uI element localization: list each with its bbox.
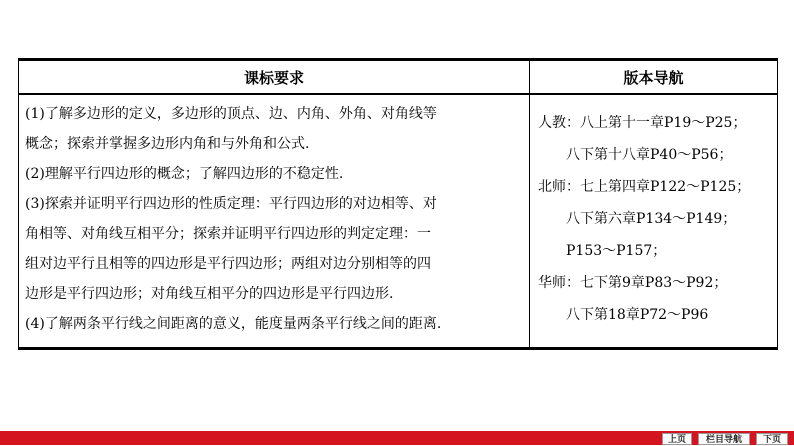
previous-page-button[interactable]: 上页 [662, 433, 692, 445]
chapter-range: 八上第十一章P19～P25； [580, 115, 747, 131]
requirement-line: (2)理解平行四边形的概念；了解四边形的不稳定性. [25, 166, 344, 182]
chapter-range: 八下第18章P72～P96 [566, 307, 709, 323]
requirement-line: 边形是平行四边形；对角线互相平分的四边形是平行四边形. [25, 286, 394, 302]
requirement-line: (4)了解两条平行线之间距离的意义，能度量两条平行线之间的距离. [25, 316, 442, 332]
requirements-cell [19, 94, 530, 349]
navigation-line [538, 171, 773, 203]
header-navigation: 版本导航 [530, 60, 778, 95]
publisher-label: 北师： [538, 179, 580, 195]
requirement-line: 角相等、对角线互相平分；探索并证明平行四边形的判定定理：一 [25, 226, 431, 242]
table-row [19, 94, 778, 349]
chapter-range: 八下第十八章P40～P56； [566, 147, 733, 163]
navigation-line [538, 235, 773, 267]
navigation-line [538, 139, 773, 171]
chapter-range: P153～P157； [566, 243, 667, 259]
requirement-line: 组对边平行且相等的四边形是平行四边形；两组对边分别相等的四 [25, 256, 431, 272]
chapter-range: 八下第六章P134～P149； [566, 211, 737, 227]
navigation-cell [530, 94, 778, 349]
requirement-line: 概念；探索并掌握多边形内角和与外角和公式. [25, 136, 310, 152]
chapter-range: 七下第9章P83～P92； [580, 275, 728, 291]
chapter-range: 七上第四章P122～P125； [580, 179, 751, 195]
navigation-line [538, 203, 773, 235]
next-page-button[interactable]: 下页 [756, 433, 788, 445]
header-requirements: 课标要求 [19, 60, 530, 95]
navigation-line [538, 107, 773, 139]
section-navigation-button[interactable]: 栏目导航 [698, 433, 750, 445]
course-standards-table [18, 58, 778, 350]
publisher-label: 人教： [538, 115, 580, 131]
publisher-label: 华师： [538, 275, 580, 291]
navigation-line [538, 299, 773, 331]
table-header-row [19, 60, 778, 95]
requirement-line: (1)了解多边形的定义，多边形的顶点、边、内角、外角、对角线等 [25, 106, 437, 122]
navigation-line [538, 267, 773, 299]
requirement-line: (3)探索并证明平行四边形的性质定理：平行四边形的对边相等、对 [25, 196, 437, 212]
